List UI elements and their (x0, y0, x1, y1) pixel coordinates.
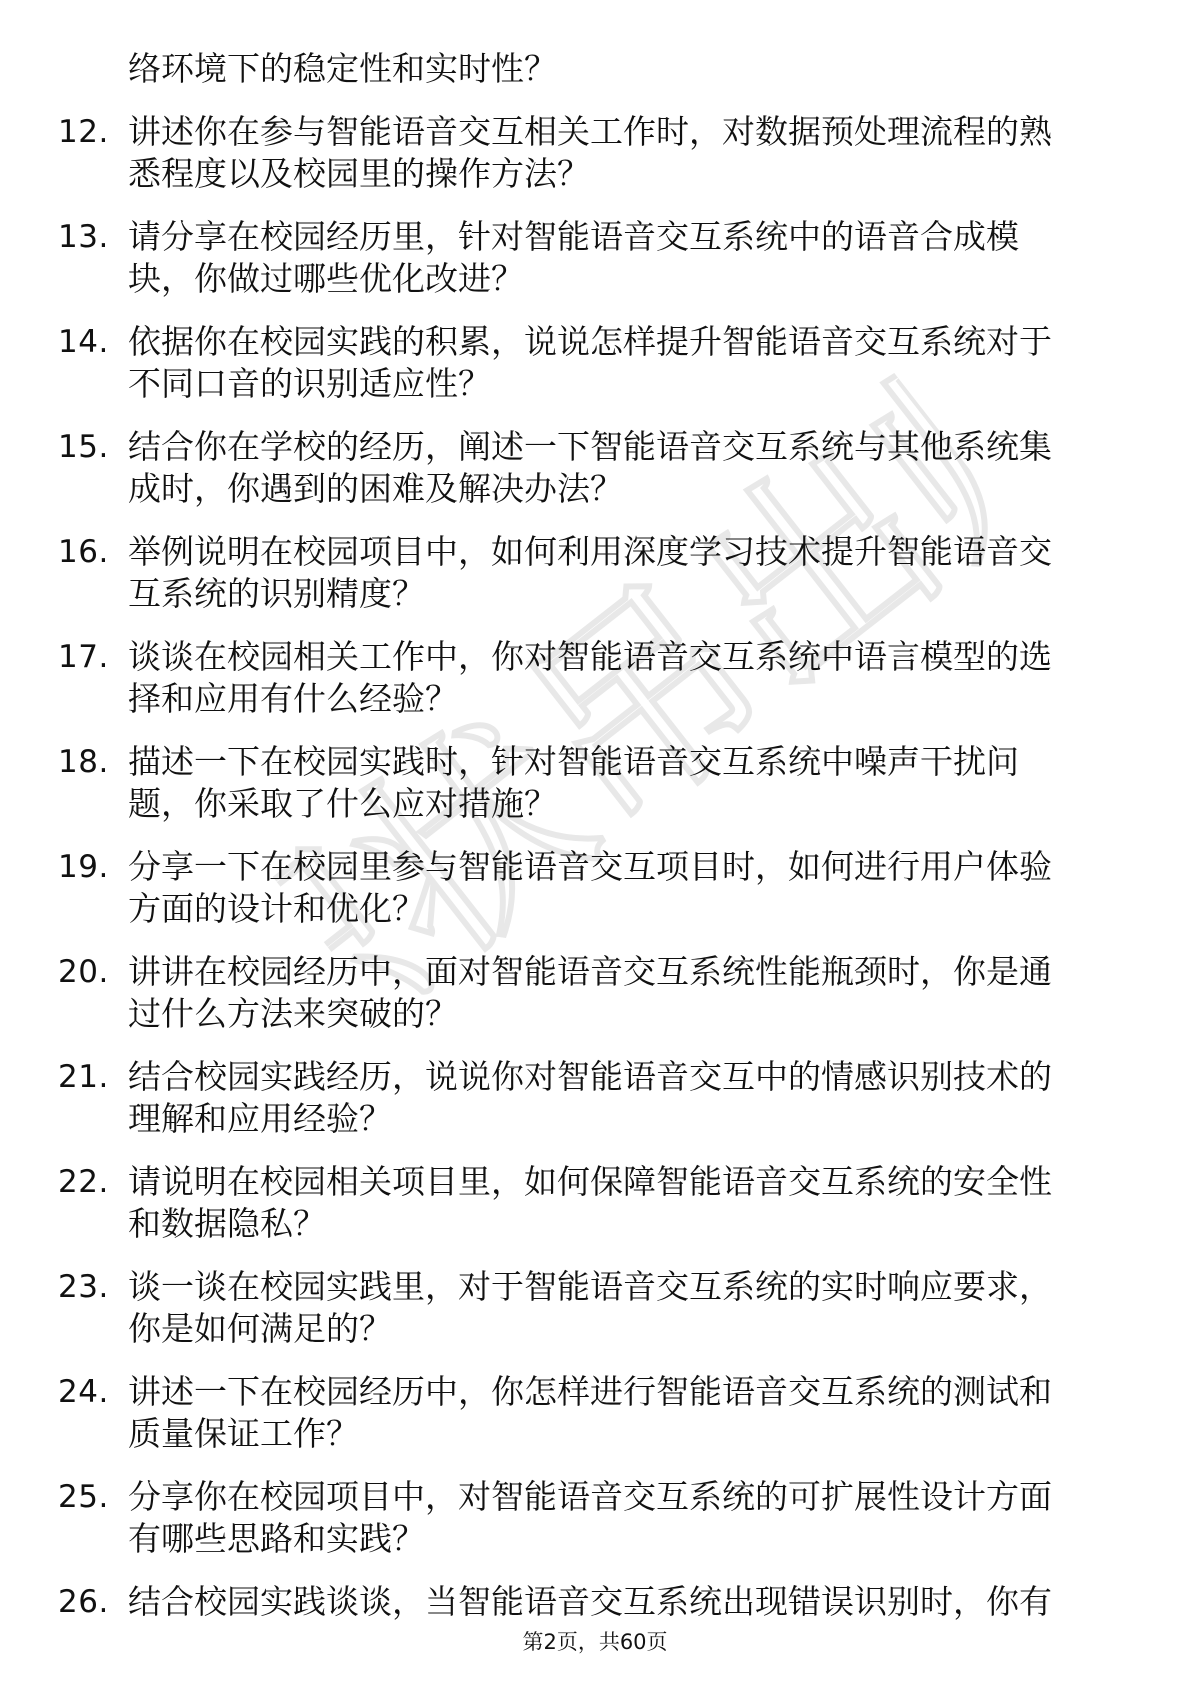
question-number: 22. (58, 1164, 109, 1200)
question-text: 讲述你在参与智能语音交互相关工作时，对数据预处理流程的熟 悉程度以及校园里的操作方法？ (128, 112, 1052, 193)
question-number: 26. (58, 1584, 109, 1620)
question-text: 谈谈在校园相关工作中，你对智能语音交互系统中语言模型的选 择和应用有什么经验？ (128, 637, 1052, 718)
list-item (0, 1266, 1190, 1350)
list-item (0, 426, 1190, 510)
question-list (0, 48, 1190, 1644)
question-number: 25. (58, 1479, 109, 1515)
list-item (0, 48, 1190, 90)
question-number: 12. (58, 114, 109, 150)
question-text: 讲讲在校园经历中，面对智能语音交互系统性能瓶颈时，你是通 过什么方法来突破的？ (128, 952, 1052, 1033)
question-number: 13. (58, 219, 109, 255)
question-text: 请说明在校园相关项目里，如何保障智能语音交互系统的安全性 和数据隐私？ (128, 1162, 1052, 1243)
question-text: 结合校园实践谈谈，当智能语音交互系统出现错误识别时，你有 (128, 1582, 1052, 1621)
question-text: 分享一下在校园里参与智能语音交互项目时，如何进行用户体验 方面的设计和优化？ (128, 847, 1052, 928)
list-item (0, 636, 1190, 720)
question-text: 结合你在学校的经历，阐述一下智能语音交互系统与其他系统集 成时，你遇到的困难及解决办法？ (128, 427, 1052, 508)
question-number: 16. (58, 534, 109, 570)
question-number: 18. (58, 744, 109, 780)
list-item (0, 531, 1190, 615)
question-number: 17. (58, 639, 109, 675)
question-text: 讲述一下在校园经历中，你怎样进行智能语音交互系统的测试和 质量保证工作？ (128, 1372, 1052, 1453)
list-item (0, 741, 1190, 825)
question-text: 举例说明在校园项目中，如何利用深度学习技术提升智能语音交 互系统的识别精度？ (128, 532, 1052, 613)
list-item (0, 321, 1190, 405)
list-item (0, 1581, 1190, 1623)
question-number: 14. (58, 324, 109, 360)
watermark-text: 职状吊出师 (242, 345, 1058, 1075)
question-text: 依据你在校园实践的积累，说说怎样提升智能语音交互系统对于 不同口音的识别适应性？ (128, 322, 1052, 403)
question-text: 络环境下的稳定性和实时性？ (128, 49, 557, 88)
list-item (0, 1161, 1190, 1245)
question-text: 谈一谈在校园实践里，对于智能语音交互系统的实时响应要求， 你是如何满足的？ (128, 1267, 1052, 1348)
list-item (0, 216, 1190, 300)
question-text: 分享你在校园项目中，对智能语音交互系统的可扩展性设计方面 有哪些思路和实践？ (128, 1477, 1052, 1558)
question-text: 结合校园实践经历，说说你对智能语音交互中的情感识别技术的 理解和应用经验？ (128, 1057, 1052, 1138)
list-item (0, 111, 1190, 195)
question-number: 19. (58, 849, 109, 885)
question-number: 20. (58, 954, 109, 990)
question-text: 描述一下在校园实践时，针对智能语音交互系统中噪声干扰问 题，你采取了什么应对措施？ (128, 742, 1019, 823)
list-item (0, 1056, 1190, 1140)
list-item (0, 846, 1190, 930)
list-item (0, 1476, 1190, 1560)
question-number: 24. (58, 1374, 109, 1410)
question-text: 请分享在校园经历里，针对智能语音交互系统中的语音合成模 块，你做过哪些优化改进？ (128, 217, 1019, 298)
page-number: 第2页，共60页 (522, 1630, 668, 1654)
list-item (0, 1371, 1190, 1455)
list-item (0, 951, 1190, 1035)
question-number: 21. (58, 1059, 109, 1095)
question-number: 15. (58, 429, 109, 465)
page-footer (0, 1628, 1190, 1656)
question-number: 23. (58, 1269, 109, 1305)
